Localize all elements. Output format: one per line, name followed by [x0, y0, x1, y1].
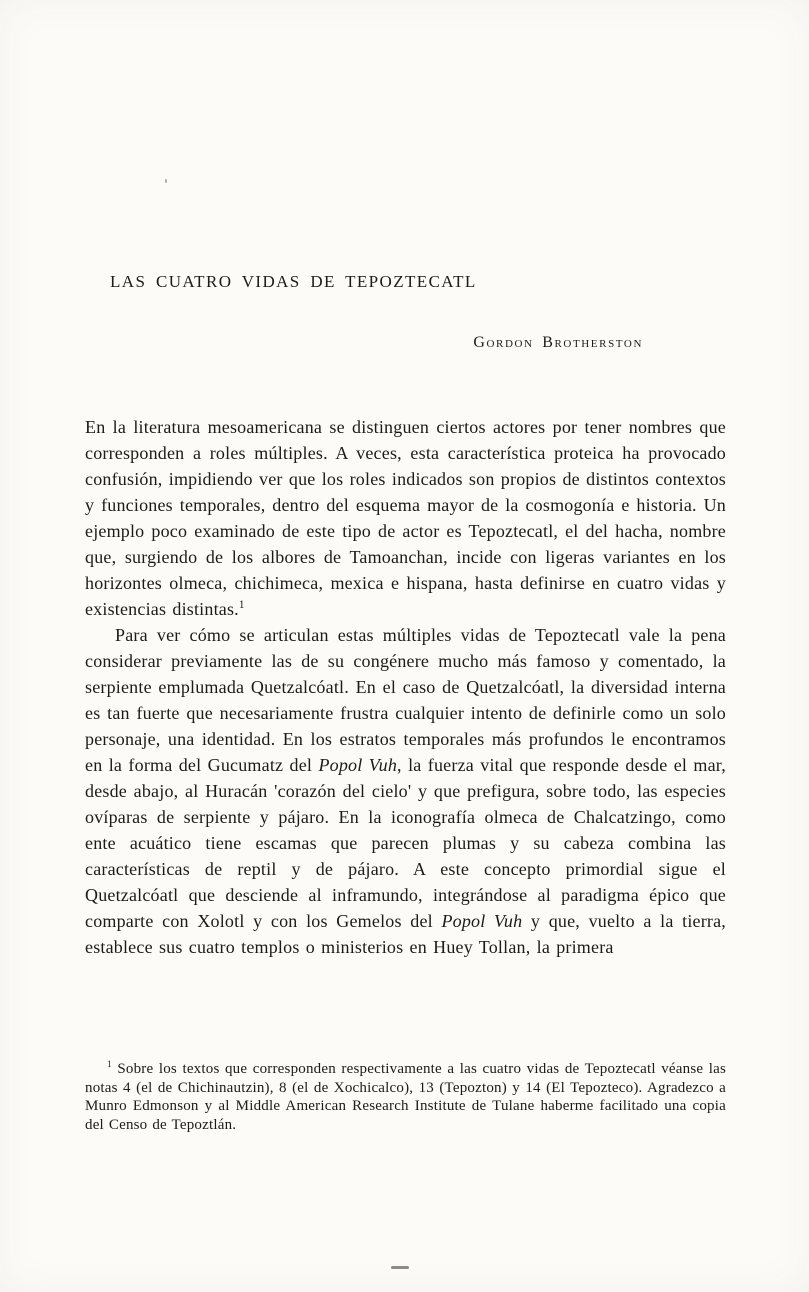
scan-artifact: [391, 1266, 409, 1269]
scan-artifact: [165, 179, 167, 183]
body-paragraph: Para ver cómo se articulan estas múltiples vidas de Tepoztecatl vale la pena considerar previamente las de su congénere mucho más famoso y comentado, la serpiente emplumada Quetzalcóatl. En el caso de Quetzalcóatl, la diversidad interna es tan fuerte que necesariamente frustra cualquier intento de definirle como un solo personaje, una identidad. En los estratos temporales más profundos le encontramos en la forma del Gucumatz del Popol Vuh, la fuerza vital que responde desde el mar, desde abajo, al Huracán 'corazón del cielo' y que prefigura, sobre todo, las especies ovíparas de serpiente y pájaro. En la iconografía olmeca de Chalcatzingo, como ente acuático tiene escamas que parecen plumas y su cabeza combina las características de reptil y de pájaro. A este concepto primordial sigue el Quetzalcóatl que desciende al inframundo, integrándose al paradigma épico que comparte con Xolotl y con los Gemelos del Popol Vuh y que, vuelto a la tierra, establece sus cuatro templos o ministerios en Huey Tollan, la primera: [85, 625, 726, 957]
footnote: $^1$ Sobre los textos que corresponden respectivamente a las cuatro vidas de Tepoztecatl véanse las notas 4 (el de Chichinautzin), 8 (el de Xochicalco), 13 (Tepozton) y 14 (El Tepozteco). Agradezco a Munro Edmonson y al Middle American Research Institute de Tulane haberme facilitado una copia del Censo de Tepoztlán.: [85, 1060, 726, 1133]
author-name: Gordon Brotherston: [473, 334, 643, 351]
page-title: LAS CUATRO VIDAS DE TEPOZTECATL: [110, 272, 477, 291]
body-paragraph: En la literatura mesoamericana se distinguen ciertos actores por tener nombres que corresponden a roles múltiples. A veces, esta característica proteica ha provocado confusión, impidiendo ver que los roles indicados son propios de distintos contextos y funciones temporales, dentro del esquema mayor de la cosmogonía e historia. Un ejemplo poco examinado de este tipo de actor es Tepoztecatl, el del hacha, nombre que, surgiendo de los albores de Tamoanchan, incide con ligeras variantes en los horizontes olmeca, chichimeca, mexica e hispana, hasta definirse en cuatro vidas y existencias distintas.$^1$: [85, 417, 726, 619]
article-body: [85, 414, 726, 960]
